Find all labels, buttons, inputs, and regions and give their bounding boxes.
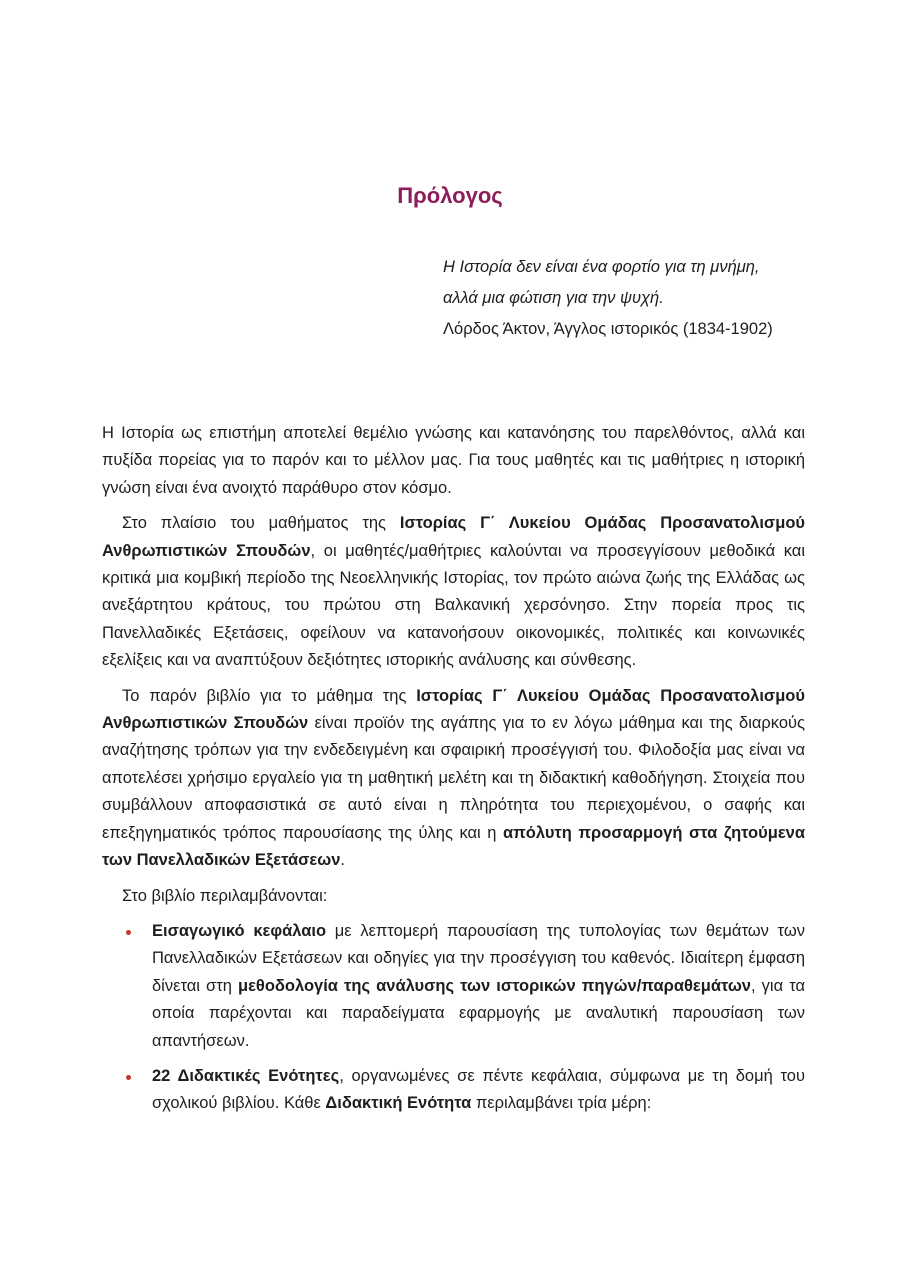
list-item (102, 1063, 805, 1118)
epigraph-attribution: Λόρδος Άκτον, Άγγλος ιστορικός (1834-1902) (443, 320, 773, 338)
paragraph-2-text-a: Στο πλαίσιο του μαθήματος της (122, 514, 400, 533)
bullet-2-bold-units: 22 Διδακτικές Ενότητες (152, 1066, 340, 1085)
bullet-2-text-b: , οργανωμένες σε πέντε κεφάλαια, σύμφωνα με τη δομή του σχολικού βιβλίου. Κάθε (152, 1066, 805, 1113)
paragraph-2 (102, 510, 805, 674)
paragraph-2-text-c: , οι μαθητές/μαθήτριες καλούνται να προσεγγίσουν μεθοδικά και κριτικά μια κομβική περίοδο της Νεοελληνικής Ιστορίας, τον πρώτο αιώνα ζωής της Ελλάδας ως ανεξάρτητου κράτους, του πρώτου στη Βαλκανική χερσόνησο. Στην πορεία προς τις Πανελλαδικές Εξετάσεις, οφείλουν να κατανοήσουν οικονομικές, πολιτικές και κοινωνικές εξελίξεις και να αναπτύξουν δεξιότητες ιστορικής ανάλυσης και σύνθεσης. (102, 541, 805, 670)
bullet-2-text-d: περιλαμβάνει τρία μέρη: (471, 1094, 652, 1113)
bullet-1-text-b: με λεπτομερή παρουσίαση της τυπολογίας των θεμάτων των Πανελλαδικών Εξετάσεων και οδηγίες για την προσέγγιση του καθενός. Ιδιαίτερη έμφαση δίνεται στη (152, 921, 805, 995)
paragraph-3-bold-exams: απόλυτη προσαρμογή στα ζητούμενα των Πανελλαδικών Εξετάσεων (102, 823, 805, 870)
paragraph-3-bold-course: Ιστορίας Γ΄ Λυκείου Ομάδας Προσανατολισμού Ανθρωπιστικών Σπουδών (102, 686, 805, 733)
paragraph-2-bold-course: Ιστορίας Γ΄ Λυκείου Ομάδας Προσανατολισμού Ανθρωπιστικών Σπουδών (102, 514, 805, 560)
paragraph-3-text-c: είναι προϊόν της αγάπης για το εν λόγω μάθημα και της διαρκούς αναζήτησης τρόπων για την ενδεδειγμένη και σφαιρική προσέγγισή του. Φιλοδοξία μας είναι να αποτελέσει χρήσιμο εργαλείο για τη μαθητική μελέτη και τη διδακτική καθοδήγηση. Στοιχεία που συμβάλλουν αποφασιστικά σε αυτό είναι η πληρότητα του περιεχομένου, ο σαφής και επεξηγηματικός τρόπος παρουσίασης της ύλης και η (102, 714, 805, 842)
bullet-dot-icon (126, 930, 131, 935)
paragraph-1: Η Ιστορία ως επιστήμη αποτελεί θεμέλιο γνώσης και κατανόησης του παρελθόντος, αλλά και πυξίδα πορείας για το παρόν και το μέλλον μας. Για τους μαθητές και τις μαθήτριες η ιστορική γνώση είναι ένα ανοιχτό παράθυρο στον κόσμο. (102, 424, 805, 497)
paragraph-3 (102, 683, 805, 875)
bullet-2-bold-unit: Διδακτική Ενότητα (325, 1094, 472, 1113)
bullet-1-bold-intro: Εισαγωγικό κεφάλαιο (152, 921, 327, 940)
paragraph-4: Στο βιβλίο περιλαμβάνονται: (122, 886, 328, 905)
contents-list (102, 918, 805, 1118)
bullet-dot-icon (126, 1075, 131, 1080)
epigraph (443, 252, 823, 345)
bullet-1-text-d: , για τα οποία παρέχονται και παραδείγματα εφαρμογής με αναλυτική παρουσίαση των απαντήσεων. (152, 976, 806, 1050)
epigraph-line-1: Η Ιστορία δεν είναι ένα φορτίο για τη μνήμη, (443, 258, 760, 276)
bullet-1-bold-method: μεθοδολογία της ανάλυσης των ιστορικών πηγών/παραθεμάτων (237, 976, 751, 995)
paragraph-3-text-e: . (340, 851, 345, 870)
paragraph-3-text-a: Το παρόν βιβλίο για το μάθημα της (122, 686, 417, 705)
epigraph-line-2: αλλά μια φώτιση για την ψυχή. (443, 289, 664, 307)
page-title: Πρόλογος (397, 183, 503, 208)
list-item (102, 918, 805, 1055)
body-text (102, 420, 805, 1126)
